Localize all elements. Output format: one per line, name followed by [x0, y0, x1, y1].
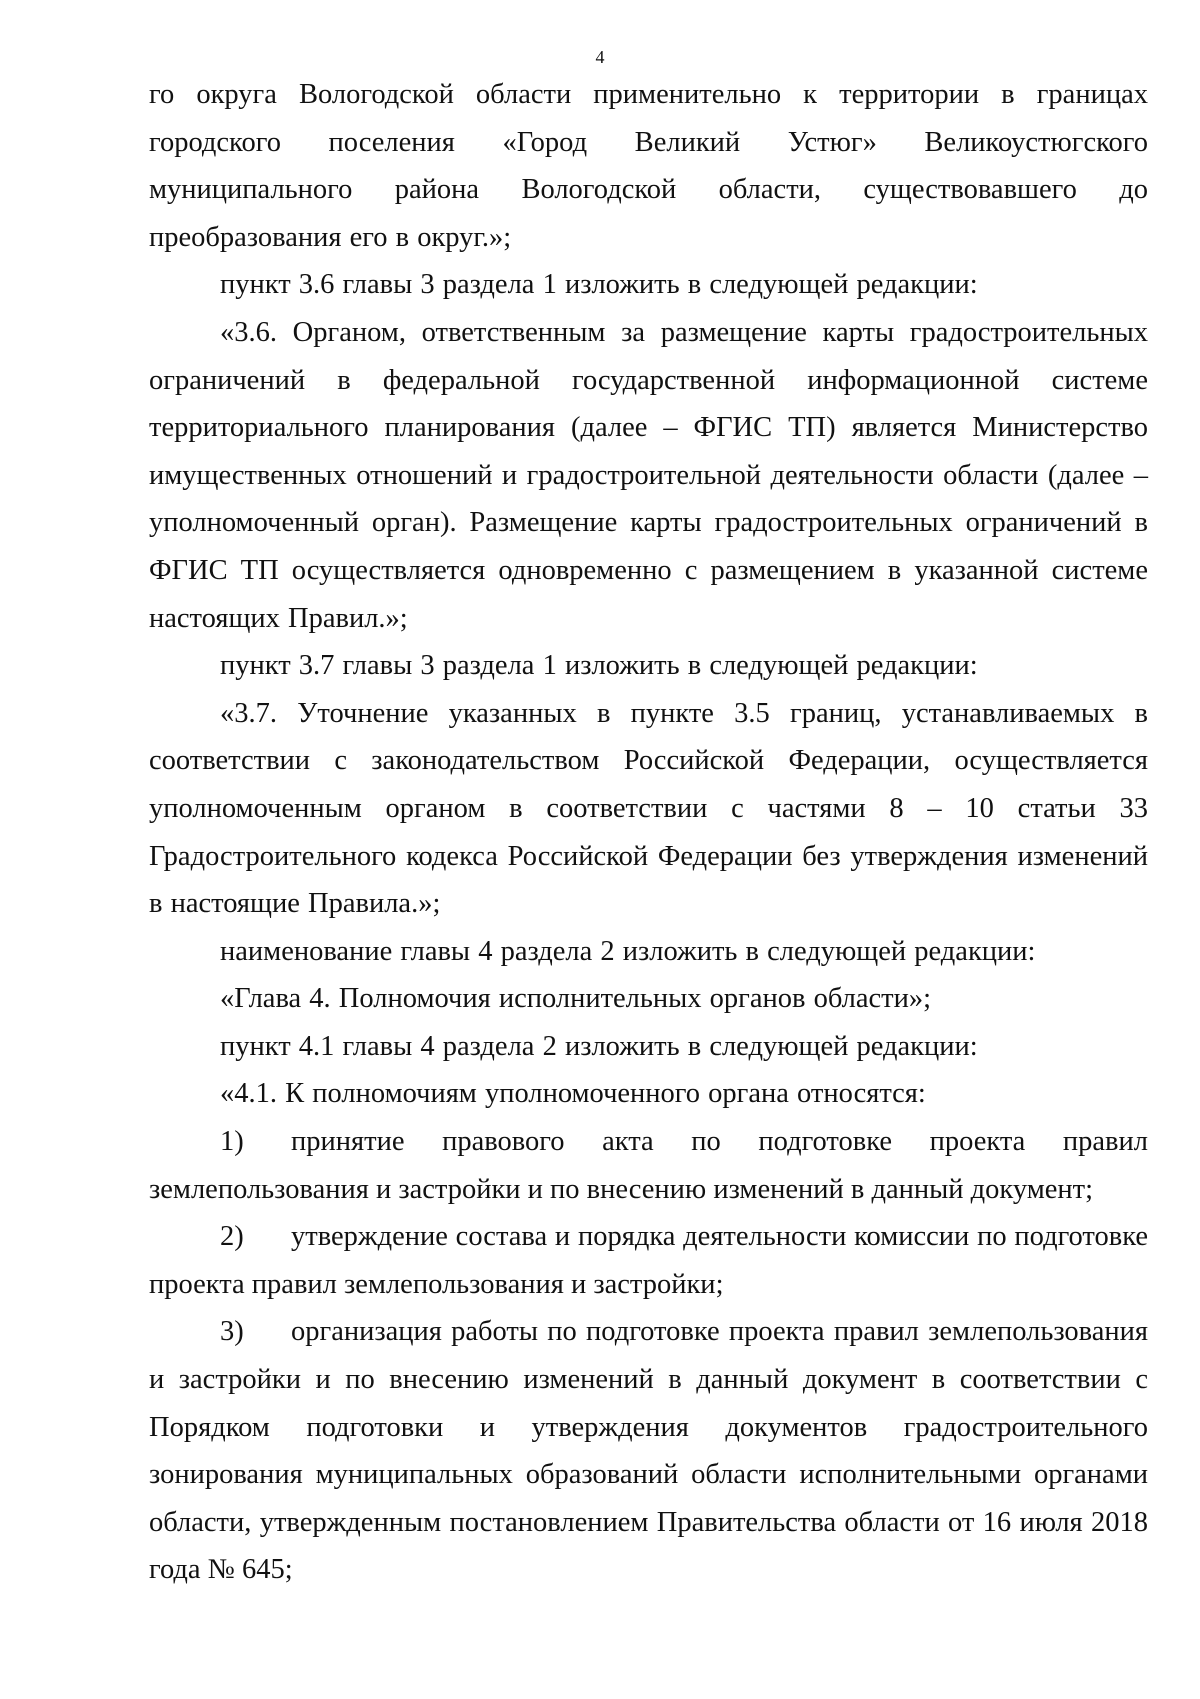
paragraph-clause-3-7: «3.7. Уточнение указанных в пункте 3.5 границ, устанавливаемых в соответствии с законодательством Российской Федерации, осуществляется уполномоченным органом в соответствии с частями 8 – 10 статьи 33 Градостроительного кодекса Российской Федерации без утверждения изменений в настоящие Правила.»; — [149, 697, 1148, 920]
list-item-number: 1) — [220, 1126, 244, 1158]
list-item-number: 3) — [220, 1316, 244, 1348]
list-item-text: утверждение состава и порядка деятельности комиссии по подготовке проекта правил землепользования и застройки; — [149, 1221, 1148, 1300]
paragraph-instruction-3-6: пункт 3.6 главы 3 раздела 1 изложить в следующей редакции: — [220, 269, 978, 301]
list-item-text: организация работы по подготовке проекта правил землепользования и застройки и по внесению изменений в данный документ в соответствии с Порядком подготовки и утверждения документов градостроительного зонирования муниципальных образований области исполнительными органами области, утвержденным постановлением Правительства области от 16 июля 2018 года № 645; — [149, 1316, 1148, 1586]
document-body — [149, 71, 1148, 1594]
paragraph-clause-4-1: «4.1. К полномочиям уполномоченного органа относятся: — [220, 1078, 926, 1110]
paragraph-chapter-4-title: «Глава 4. Полномочия исполнительных органов области»; — [220, 983, 932, 1015]
list-item-number: 2) — [220, 1221, 244, 1253]
list-item — [149, 1308, 1148, 1594]
paragraph-instruction-3-7: пункт 3.7 главы 3 раздела 1 изложить в следующей редакции: — [220, 650, 978, 682]
paragraph-clause-3-6: «3.6. Органом, ответственным за размещение карты градостроительных ограничений в федеральной государственной информационной системе территориального планирования (далее – ФГИС ТП) является Министерство имущественных отношений и градостроительной деятельности области (далее – уполномоченный орган). Размещение карты градостроительных ограничений в ФГИС ТП осуществляется одновременно с размещением в указанной системе настоящих Правил.»; — [149, 316, 1148, 634]
page-number: 4 — [595, 47, 605, 67]
paragraph-instruction-chapter-4: наименование главы 4 раздела 2 изложить в следующей редакции: — [220, 935, 1036, 967]
list-item — [149, 1118, 1148, 1213]
paragraph-instruction-4-1: пункт 4.1 главы 4 раздела 2 изложить в следующей редакции: — [220, 1030, 978, 1062]
list-item-text: принятие правового акта по подготовке проекта правил землепользования и застройки и по внесению изменений в данный документ; — [149, 1126, 1148, 1205]
paragraph-continuation: го округа Вологодской области применительно к территории в границах городского поселения «Город Великий Устюг» Великоустюгского муниципального района Вологодской области, существовавшего до преобразования его в округ.»; — [149, 79, 1148, 253]
list-item — [149, 1213, 1148, 1308]
